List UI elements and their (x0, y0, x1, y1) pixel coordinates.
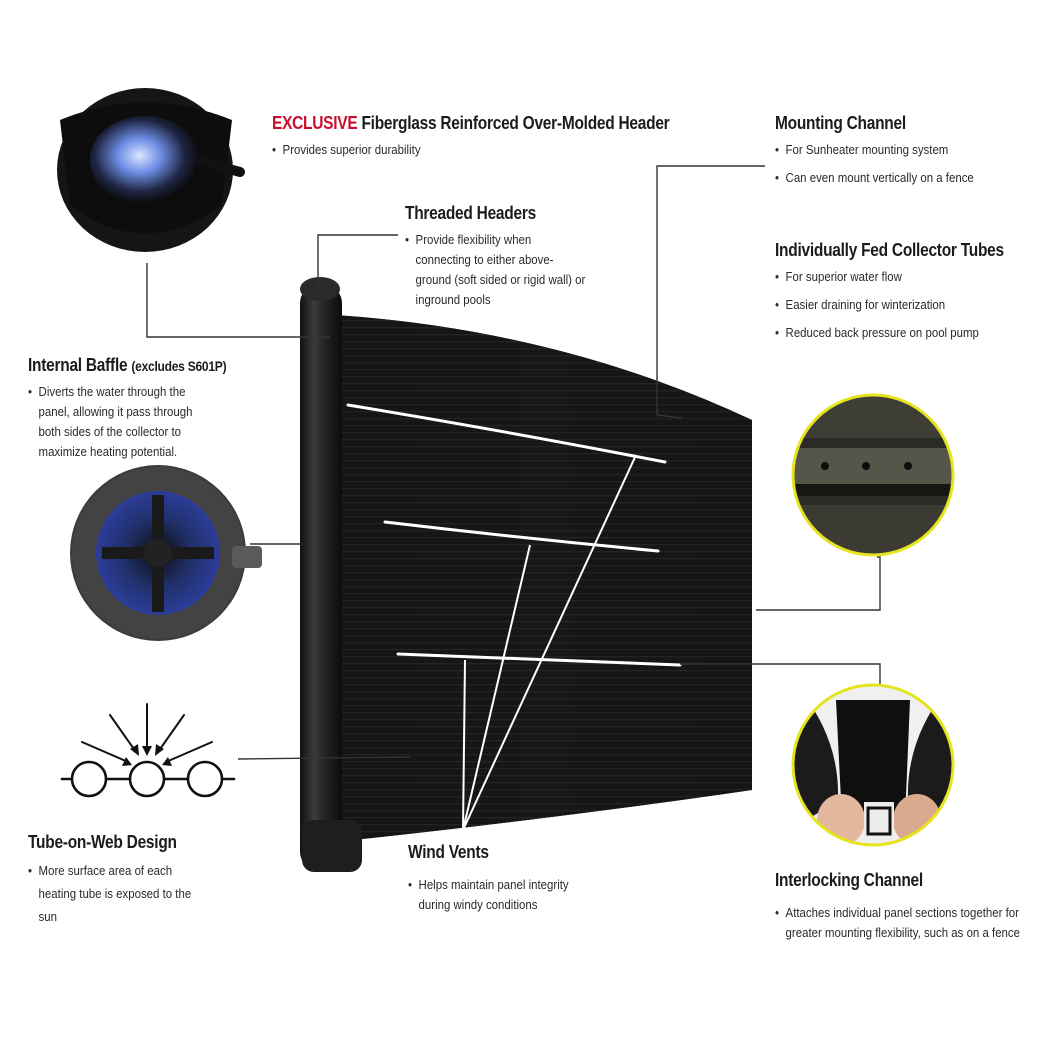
wind-bullet: • Helps maintain panel integrity during windy conditions (408, 875, 571, 915)
tube-on-web-icon (62, 704, 234, 796)
callout-header (272, 113, 734, 159)
callout-threaded-headers (405, 203, 595, 310)
tube-web-bullet: • More surface area of each heating tube is exposed to the sun (28, 859, 208, 928)
callout-wind-vents (408, 842, 608, 915)
baffle-note: (excludes S601P) (131, 358, 227, 374)
callout-mounting-channel (775, 113, 1035, 196)
fed-bullet: • Reduced back pressure on pool pump (775, 323, 1013, 342)
interlocking-channel-title: Interlocking Channel (775, 870, 923, 890)
interlocking-bullet: • Attaches individual panel sections together for greater mounting flexibility, such as on a fence (775, 903, 1043, 943)
tube-on-web-title: Tube-on-Web Design (28, 832, 177, 852)
header-bullet: • Provides superior durability (272, 140, 679, 159)
fed-bullet: • Easier draining for winterization (775, 295, 1013, 314)
mounting-bullet: • Can even mount vertically on a fence (775, 168, 1004, 187)
baffle-detail-image (70, 465, 262, 641)
callout-tube-on-web (28, 832, 248, 928)
individually-fed-title: Individually Fed Collector Tubes (775, 240, 1004, 260)
mounting-bullet: • For Sunheater mounting system (775, 140, 1004, 159)
wind-vents-title: Wind Vents (408, 842, 489, 862)
callout-internal-baffle (28, 355, 263, 462)
header-callout-title: EXCLUSIVE Fiberglass Reinforced Over-Molded Header (272, 113, 670, 133)
threaded-headers-title: Threaded Headers (405, 203, 536, 223)
internal-baffle-title: Internal Baffle (excludes S601P) (28, 355, 227, 375)
baffle-bullet: • Diverts the water through the panel, allowing it pass through both sides of the collector to maximize heating potential. (28, 382, 217, 462)
callout-individually-fed (775, 240, 1045, 351)
threaded-bullet: • Provide flexibility when connecting to either above-ground (soft sided or rigid wall) or inground pools (405, 230, 585, 310)
interlocking-channel-detail-image (760, 680, 990, 850)
fed-bullet: • For superior water flow (775, 267, 1013, 286)
callout-interlocking-channel (775, 870, 1048, 943)
mounting-channel-detail-image (790, 390, 960, 560)
header-detail-image (57, 88, 240, 252)
solar-panel (335, 315, 752, 842)
mounting-channel-title: Mounting Channel (775, 113, 906, 133)
exclusive-label: EXCLUSIVE (272, 113, 358, 133)
